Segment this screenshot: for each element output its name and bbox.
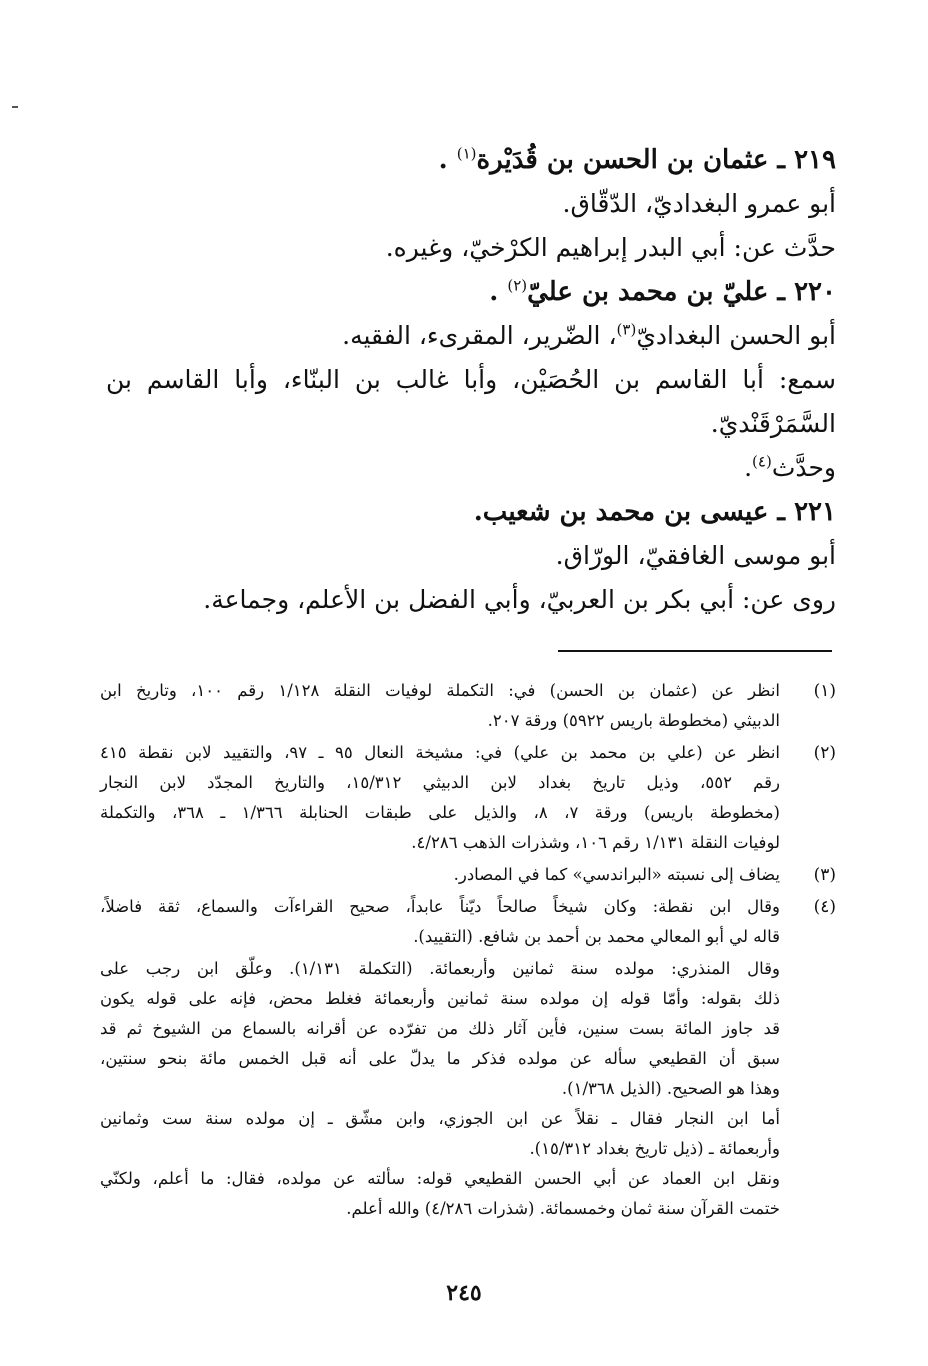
entry-219-title: ٢١٩ ـ عثمان بن الحسن بن قُدَيْرة (476, 145, 836, 175)
footnote-4-continuation: ختمت القرآن سنة ثمان وخمسمائة. (شذرات ٤/٢٨٦) والله أعلم. (346, 1199, 780, 1218)
footnote-line: (مخطوطة باريس) ورقة ٧، ٨، والذيل على طبقات الحنابلة ١/٣٦٦ ـ ٣٦٨، والتكملة (100, 803, 780, 822)
footnote-number: (٤) (813, 897, 836, 917)
footnote-number: (٢) (813, 743, 836, 763)
footnote-number: (١) (813, 681, 836, 701)
footnote-body (100, 738, 780, 858)
footnote-3 (100, 860, 836, 890)
footnote-4-continuation: وأربعمائة ـ (ذيل تاريخ بغداد ١٥/٣١٢). (529, 1139, 780, 1158)
footnote-line: وقال ابن نقطة: وكان شيخاً صالحاً ديّناً عابداً، صحيح القراءآت والسماع، ثقة فاضلاً، (100, 897, 780, 916)
entry-219-line-1: أبو عمرو البغداديّ، الدّقّاق. (562, 189, 836, 218)
footnote-2 (100, 738, 836, 858)
entry-220-line-4 (106, 446, 836, 490)
period: . (489, 277, 499, 307)
footnote-number: (٣) (813, 865, 836, 885)
footnote-4-continuation: أما ابن النجار فقال ـ نقلاً عن ابن الجوزي، وابن مشّق ـ إن مولده سنة ست وثمانين (100, 1109, 780, 1128)
footnote-line: انظر عن (علي بن محمد بن علي) في: مشيخة النعال ٩٥ ـ ٩٧، والتقييد لابن نقطة ٤١٥ (100, 743, 781, 762)
footnote-4-continuation: ذلك بقوله: وأمّا قوله إن مولده سنة ثمانين وأربعمائة فغلط محض، فإنه على قوله يكون (100, 989, 780, 1008)
entry-220-heading (106, 270, 836, 314)
footnote-ref-3: (٣) (616, 320, 637, 339)
entry-220-line-1 (106, 314, 836, 358)
footnote-ref-1: (١) (456, 144, 477, 163)
footnote-1 (100, 676, 836, 736)
footnote-body (100, 892, 780, 952)
period: . (744, 453, 753, 482)
period: . (438, 145, 448, 175)
footnote-4-continuation: ونقل ابن العماد عن أبي الحسن القطيعي قوله: سألته عن مولده، فقال: ما أعلم، ولكنّي (100, 1169, 780, 1188)
entry-220-narrated: وحدَّث (771, 453, 836, 482)
footnote-line: رقم ٥٥٢، وذيل تاريخ بغداد لابن الدبيثي ١٥/٣١٢، والتاريخ المجدّد لابن النجار (100, 773, 780, 792)
footnote-4-continuation: وقال المنذري: مولده سنة ثمانين وأربعمائة. (التكملة ١/١٣١). وعلّق ابن رجب على (100, 959, 780, 978)
page-number: ٢٤٥ (446, 1280, 482, 1306)
main-text (106, 138, 836, 622)
footnote-body (100, 676, 780, 736)
entry-219-heading (106, 138, 836, 182)
scan-mark (12, 106, 18, 108)
footnote-line: قاله لي أبو المعالي محمد بن أحمد بن شافع. (التقييد). (413, 927, 780, 946)
footnote-ref-4: (٤) (752, 452, 772, 471)
footnote-line: لوفيات النقلة ١/١٣١ رقم ١٠٦، وشذرات الذهب ٤/٢٨٦. (411, 833, 780, 852)
footnotes (100, 676, 836, 1224)
footnote-4-continuation: قد جاوز المائة بست سنين، فأين آثار ذلك من تفرّده عن أقرانه بالسماع من الشيوخ ثم قد (100, 1019, 780, 1038)
footnote-4 (100, 892, 836, 952)
footnote-line: انظر عن (عثمان بن الحسن) في: التكملة لوفيات النقلة ١/١٢٨ رقم ١٠٠، وتاريخ ابن (100, 681, 781, 700)
entry-221-line-1: أبو موسى الغافقيّ، الورّاق. (555, 541, 836, 570)
footnote-separator (558, 650, 832, 652)
footnote-4-continuation: سبق أن القطيعي سأله عن مولده فذكر ما يدلّ على أنه قبل الخمس مائة بنحو سنتين، (100, 1049, 780, 1068)
entry-220-line-3: السَّمَرْقَنْديّ. (710, 409, 836, 438)
footnote-4-continuation: وهذا هو الصحيح. (الذيل ١/٣٦٨). (561, 1079, 780, 1098)
entry-220-attributes: ، الضّرير، المقرىء، الفقيه. (342, 321, 617, 350)
entry-220-title: ٢٢٠ ـ عليّ بن محمد بن عليّ (527, 277, 836, 307)
entry-220-kunya: أبو الحسن البغداديّ (636, 321, 836, 350)
footnote-line: يضاف إلى نسبته «البراندسي» كما في المصادر. (453, 865, 780, 884)
footnote-body (100, 860, 780, 890)
entry-219-line-2: حدَّث عن: أبي البدر إبراهيم الكرْخيّ، وغيره. (385, 233, 836, 262)
footnote-ref-2: (٢) (507, 276, 528, 295)
entry-221-line-2: روى عن: أبي بكر بن العربيّ، وأبي الفضل بن الأعلم، وجماعة. (203, 585, 836, 614)
entry-221-heading: ٢٢١ ـ عيسى بن محمد بن شعيب. (473, 497, 836, 527)
footnote-line: الدبيثي (مخطوطة باريس ٥٩٢٢) ورقة ٢٠٧. (487, 711, 780, 730)
entry-220-line-2: سمع: أبا القاسم بن الحُصَيْن، وأبا غالب بن البنّاء، وأبا القاسم بن (106, 365, 836, 394)
